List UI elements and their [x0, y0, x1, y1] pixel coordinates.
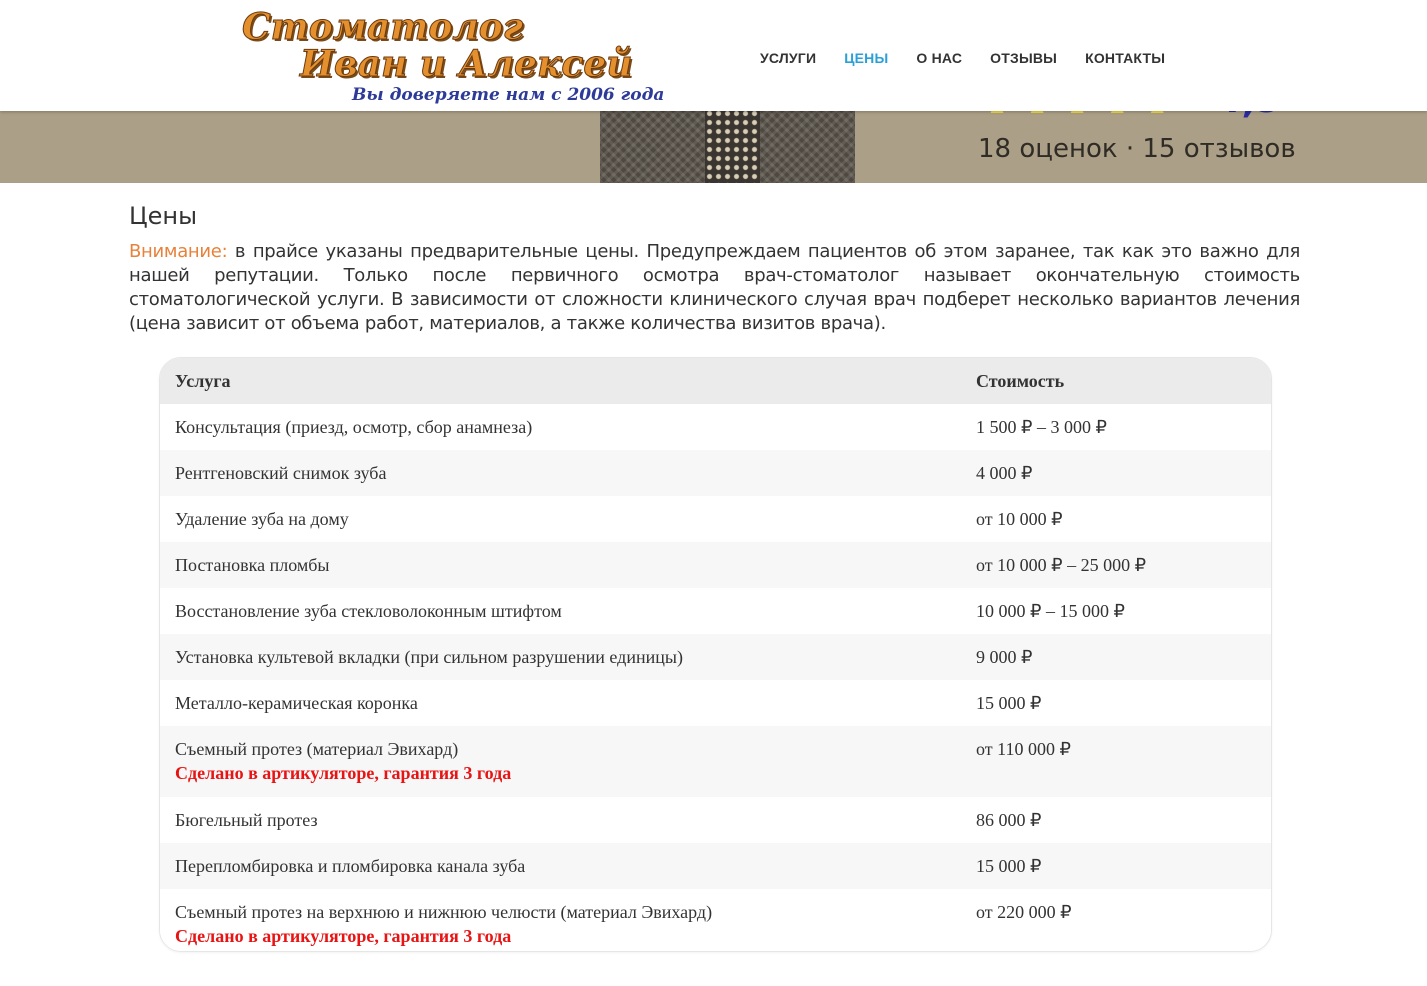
price-cell: 1 500 ₽ – 3 000 ₽ [976, 417, 1107, 437]
nav-prices[interactable]: ЦЕНЫ [844, 50, 889, 66]
price-cell: от 220 000 ₽ [976, 902, 1072, 922]
logo-line-1: Стоматолог [242, 6, 524, 48]
service-name: Перепломбировка и пломбировка канала зуба [175, 856, 526, 876]
nav-reviews[interactable]: ОТЗЫВЫ [990, 50, 1058, 66]
table-row [160, 404, 1271, 450]
table-row [160, 797, 1271, 843]
service-cell [160, 509, 976, 530]
notice-label: Внимание: [129, 241, 228, 262]
notice-text: в прайсе указаны предварительные цены. Предупреждаем пациентов об этом заранее, так как это важно для нашей репутации. Только после первичного осмотра врач-стоматолог называет окончательную стоимость стоматологической услуги. В зависимости от сложности клинического случая врач подберет несколько вариантов лечения (цена зависит от объема работ, материалов, а также количества визитов врача). [129, 241, 1300, 334]
price-cell: от 110 000 ₽ [976, 739, 1071, 759]
hero-photo [600, 100, 855, 183]
service-cell [160, 902, 976, 947]
service-name: Съемный протез (материал Эвихард) [175, 739, 459, 759]
price-cell: 86 000 ₽ [976, 810, 1042, 830]
service-name: Постановка пломбы [175, 555, 330, 575]
price-cell: от 10 000 ₽ [976, 509, 1063, 529]
service-cell [160, 739, 976, 784]
service-cell [160, 693, 976, 714]
site-header [0, 0, 1427, 111]
price-cell: 10 000 ₽ – 15 000 ₽ [976, 601, 1125, 621]
service-cell [160, 856, 976, 877]
page-title: Цены [129, 202, 198, 230]
table-row [160, 588, 1271, 634]
guarantee-note: Сделано в артикуляторе, гарантия 3 года [175, 763, 512, 783]
header-price: Стоимость [976, 370, 1065, 391]
price-cell: 15 000 ₽ [976, 693, 1042, 713]
main-content [129, 200, 1300, 354]
service-name: Установка культевой вкладки (при сильном разрушении единицы) [175, 647, 683, 667]
service-cell [160, 555, 976, 576]
service-name: Бюгельный протез [175, 810, 318, 830]
service-name: Консультация (приезд, осмотр, сбор анамнеза) [175, 417, 533, 437]
service-cell [160, 601, 976, 622]
table-row [160, 889, 1271, 951]
table-row [160, 542, 1271, 588]
service-name: Съемный протез на верхнюю и нижнюю челюсти (материал Эвихард) [175, 902, 713, 922]
nav-services[interactable]: УСЛУГИ [760, 50, 817, 66]
logo-line-2: Иван и Алексей [300, 43, 633, 85]
service-name: Восстановление зуба стекловолоконным штифтом [175, 601, 562, 621]
price-cell: 4 000 ₽ [976, 463, 1033, 483]
table-row [160, 680, 1271, 726]
table-row [160, 450, 1271, 496]
price-notice [129, 240, 1300, 336]
site-logo[interactable] [240, 6, 665, 110]
service-name: Металло-керамическая коронка [175, 693, 418, 713]
price-table [159, 357, 1272, 952]
service-name: Удаление зуба на дому [175, 509, 349, 529]
nav-about[interactable]: О НАС [916, 50, 963, 66]
hero-photo-tie [705, 100, 760, 183]
guarantee-note: Сделано в артикуляторе, гарантия 3 года [175, 926, 512, 946]
price-cell: 15 000 ₽ [976, 856, 1042, 876]
service-cell [160, 810, 976, 831]
service-cell [160, 647, 976, 668]
table-row [160, 634, 1271, 680]
service-name: Рентгеновский снимок зуба [175, 463, 387, 483]
table-row [160, 843, 1271, 889]
table-header [160, 358, 1271, 404]
header-service: Услуга [175, 370, 231, 391]
table-row [160, 726, 1271, 797]
service-cell [160, 417, 976, 438]
main-nav [760, 50, 1193, 66]
price-cell: от 10 000 ₽ – 25 000 ₽ [976, 555, 1147, 575]
service-cell [160, 463, 976, 484]
price-cell: 9 000 ₽ [976, 647, 1033, 667]
table-row [160, 496, 1271, 542]
rating-summary: 18 оценок · 15 отзывов [978, 134, 1296, 164]
nav-contacts[interactable]: КОНТАКТЫ [1085, 50, 1166, 66]
logo-tagline: Вы доверяете нам с 2006 года [352, 85, 665, 105]
table-body [160, 404, 1271, 951]
